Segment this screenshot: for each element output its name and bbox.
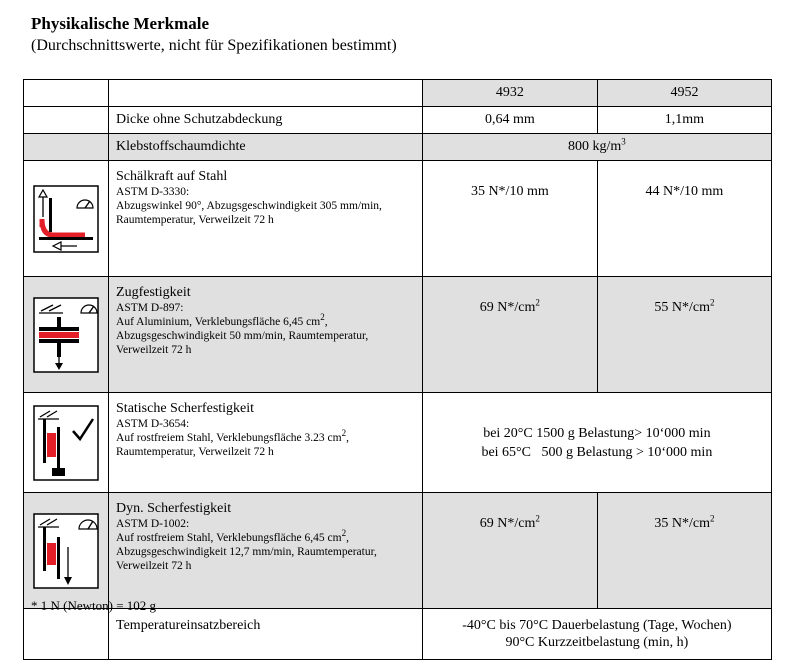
- condition-text-end: ,: [346, 432, 349, 444]
- icon-cell: [24, 277, 109, 393]
- value-line: bei 65°C 500 g Belastung > 10‘000 min: [481, 444, 713, 460]
- value-line: 90°C Kurzzeitbelastung (min, h): [505, 635, 689, 650]
- property-standard: ASTM D-3330:: [116, 186, 190, 198]
- page-title: Physikalische Merkmale: [31, 14, 210, 33]
- value-both: [422, 609, 771, 660]
- value-text: 69 N*/cm: [479, 300, 536, 315]
- property-condition: Verweilzeit 72 h: [116, 344, 192, 356]
- value-superscript: 2: [535, 297, 540, 308]
- value-superscript: 2: [535, 513, 540, 524]
- icon-cell-empty: [24, 134, 109, 161]
- value-both: [422, 393, 771, 493]
- value-superscript: 3: [621, 136, 626, 147]
- condition-superscript: 2: [341, 428, 347, 439]
- property-title: Schälkraft auf Stahl: [116, 169, 228, 184]
- icon-cell-empty: [24, 107, 109, 134]
- static-shear-icon: [31, 403, 101, 483]
- property-label: Klebstoffschaumdichte: [109, 134, 423, 161]
- value-text: 35 N*/cm: [654, 516, 710, 531]
- value-4952: [597, 493, 771, 609]
- property-label: Dicke ohne Schutzabdeckung: [109, 107, 423, 134]
- value-text: 800 kg/m: [568, 139, 622, 154]
- property-title: Statische Scherfestigkeit: [116, 401, 255, 416]
- property-standard: ASTM D-3654:: [116, 418, 190, 430]
- condition-text: Auf Aluminium, Verklebungsfläche 6,45 cm: [116, 316, 321, 328]
- properties-table: [23, 79, 772, 660]
- property-standard: ASTM D-897:: [116, 302, 184, 314]
- page-subtitle: (Durchschnittswerte, nicht für Spezifikationen bestimmt): [31, 37, 397, 54]
- value-superscript: 2: [709, 297, 715, 308]
- value-both: [422, 134, 771, 161]
- header-empty-cell: [109, 80, 423, 107]
- property-condition: Raumtemperatur, Verweilzeit 72 h: [116, 214, 274, 226]
- property-description: [109, 161, 423, 277]
- value-4952: 44 N*/10 mm: [597, 161, 771, 277]
- icon-cell-empty: [24, 609, 109, 660]
- value-text: 55 N*/cm: [654, 300, 710, 315]
- property-description: [109, 493, 423, 609]
- property-description: [109, 393, 423, 493]
- condition-text: Auf rostfreiem Stahl, Verklebungsfläche 6,45 cm: [116, 532, 342, 544]
- column-header-4952: 4952: [597, 80, 771, 107]
- table-row-schaelkraft: [24, 161, 772, 277]
- value-line: -40°C bis 70°C Dauerbelastung (Tage, Wochen): [462, 618, 732, 633]
- dynamic-shear-icon: [31, 511, 101, 591]
- value-text: 69 N*/cm: [479, 516, 536, 531]
- condition-text-end: ,: [324, 316, 328, 328]
- property-standard: ASTM D-1002:: [116, 518, 190, 530]
- value-4932: 35 N*/10 mm: [422, 161, 597, 277]
- icon-cell: [24, 393, 109, 493]
- value-4932: [422, 277, 597, 393]
- table-header-row: [24, 80, 772, 107]
- property-label: Temperatureinsatzbereich: [109, 609, 423, 660]
- property-title: Dyn. Scherfestigkeit: [116, 501, 232, 516]
- icon-cell: [24, 161, 109, 277]
- condition-text: Auf rostfreiem Stahl, Verklebungsfläche 3.23 cm: [116, 432, 342, 444]
- table-row-zugfestigkeit: [24, 277, 772, 393]
- value-4932: [422, 493, 597, 609]
- property-title: Zugfestigkeit: [116, 285, 191, 300]
- table-row-dyn-scherfestigkeit: [24, 493, 772, 609]
- column-header-4932: 4932: [422, 80, 597, 107]
- tensile-test-icon: [31, 295, 101, 375]
- header-empty-cell: [24, 80, 109, 107]
- value-superscript: 2: [709, 513, 715, 524]
- property-condition: Raumtemperatur, Verweilzeit 72 h: [116, 446, 274, 458]
- value-4952: 1,1mm: [597, 107, 771, 134]
- value-4932: 0,64 mm: [422, 107, 597, 134]
- condition-superscript: 2: [341, 528, 347, 539]
- property-condition: [116, 312, 422, 329]
- peel-test-icon: [31, 183, 101, 255]
- value-line: bei 20°C 1500 g Belastung> 10‘000 min: [483, 425, 711, 441]
- table-row-dicke: [24, 107, 772, 134]
- property-condition: Abzugswinkel 90°, Abzugsgeschwindigkeit 305 mm/min,: [116, 200, 382, 212]
- property-description: [109, 277, 423, 393]
- icon-cell: [24, 493, 109, 609]
- property-condition: [116, 428, 422, 445]
- property-condition: Abzugsgeschwindigkeit 50 mm/min, Raumtemperatur,: [116, 330, 369, 342]
- property-condition: Verweilzeit 72 h: [116, 560, 192, 572]
- table-row-temperatur: [24, 609, 772, 660]
- footnote: * 1 N (Newton) = 102 g: [31, 598, 157, 613]
- condition-superscript: 2: [320, 312, 325, 323]
- value-4952: [597, 277, 771, 393]
- property-condition: Abzugsgeschwindigkeit 12,7 mm/min, Raumtemperatur,: [116, 546, 377, 558]
- table-row-statische-scherfestigkeit: [24, 393, 772, 493]
- condition-text-end: ,: [346, 532, 349, 544]
- table-row-dichte: [24, 134, 772, 161]
- property-condition: [116, 528, 422, 545]
